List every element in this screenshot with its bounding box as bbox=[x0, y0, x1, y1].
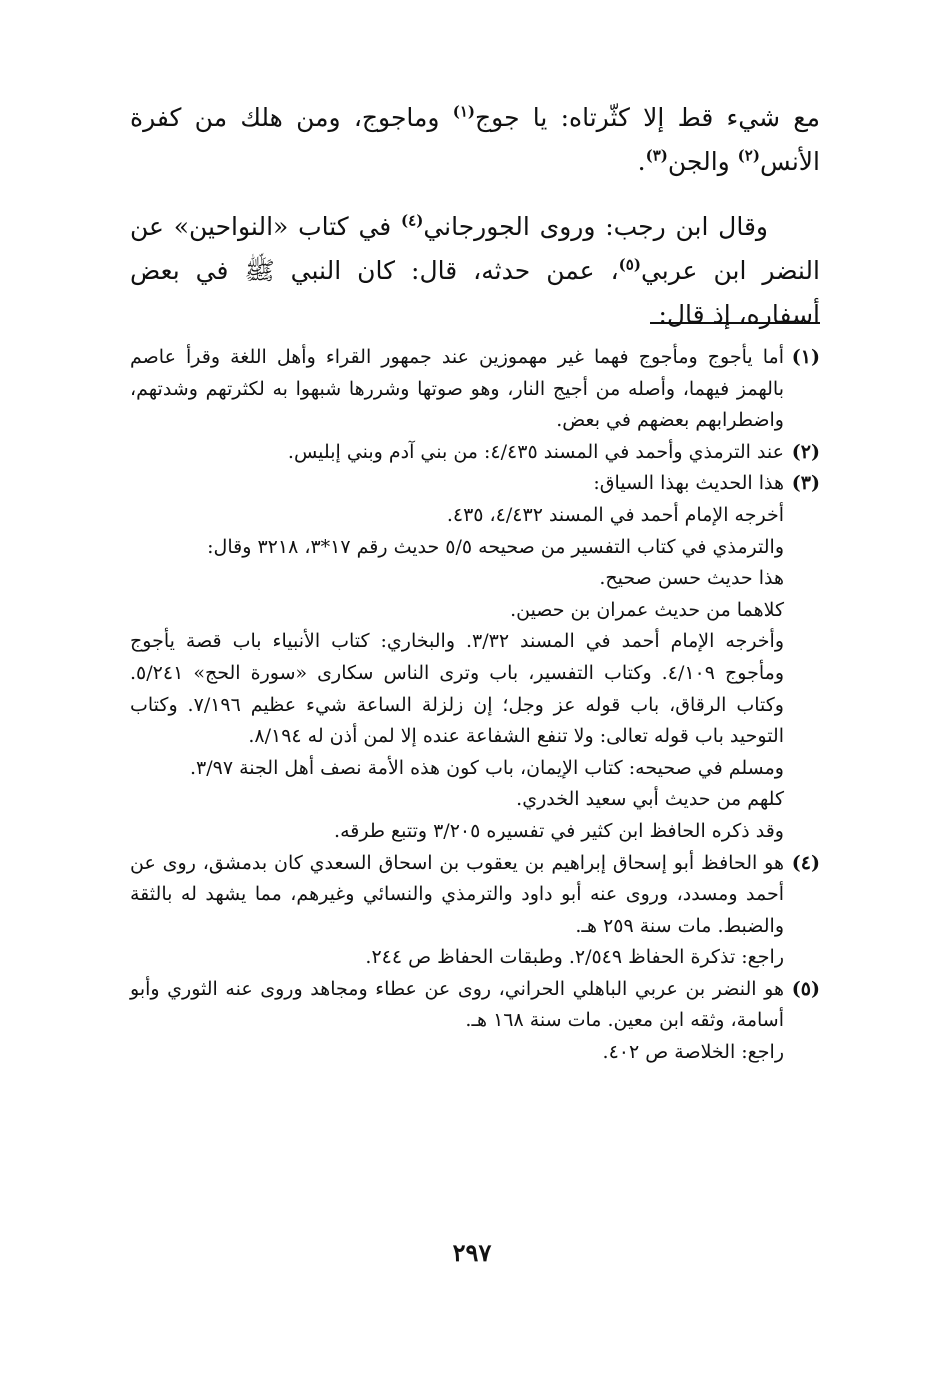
footnote-number: (٢) bbox=[791, 440, 820, 463]
footnote-ref-1[interactable]: (١) bbox=[452, 102, 476, 121]
footnote-text bbox=[130, 468, 784, 847]
footnote-line: كلاهما من حديث عمران بن حصين. bbox=[510, 598, 784, 621]
text-run: وماجوج، ومن هلك من كفرة الأنس bbox=[130, 103, 820, 176]
footnote-2 bbox=[130, 437, 820, 469]
footnote-ref-5[interactable]: (٥) bbox=[618, 255, 641, 274]
footnote-number: (٣) bbox=[791, 472, 820, 495]
footnote-number: (١) bbox=[791, 346, 820, 368]
text-run: في كتاب «النواحين» عن النضر ابن عربي bbox=[130, 212, 820, 285]
text-run: مع شيء قط إلا كثّرتاه: يا جوج bbox=[475, 103, 820, 132]
text-run: . bbox=[637, 147, 646, 176]
text-run: وقال ابن رجب: وروى الجورجاني bbox=[423, 212, 768, 241]
body-paragraph-1 bbox=[130, 96, 820, 184]
footnote-text: عند الترمذي وأحمد في المسند ٤/٤٣٥: من بني آدم وبني إبليس. bbox=[287, 440, 784, 463]
footnote-line: هذا حديث حسن صحيح. bbox=[599, 567, 784, 590]
footnote-line: كلهم من حديث أبي سعيد الخدري. bbox=[516, 788, 784, 811]
footnote-3 bbox=[130, 468, 820, 847]
footnote-line: أخرجه الإمام أحمد في المسند ٤/٤٣٢، ٤٣٥. bbox=[446, 503, 784, 526]
body-paragraph-1-text bbox=[130, 96, 820, 184]
footnote-ref-4[interactable]: (٤) bbox=[401, 211, 424, 230]
footnote-1 bbox=[130, 342, 820, 437]
footnote-line: هو النضر بن عربي الباهلي الحراني، روى عن عطاء ومجاهد وروى عنه الثوري وأبو أسامة، وثقه ابن معين. مات سنة ١٦٨ هـ. bbox=[130, 977, 784, 1032]
footnote-ref-2[interactable]: (٢) bbox=[737, 146, 760, 165]
body-paragraph-2-text bbox=[130, 205, 820, 337]
footnote-text bbox=[130, 974, 784, 1069]
footnote-separator bbox=[650, 322, 820, 324]
page-number: ٢٩٧ bbox=[452, 1238, 492, 1267]
footnote-text bbox=[130, 848, 784, 974]
footnote-text: أما يأجوج ومأجوج فهما غير مهموزين عند جمهور القراء وأهل اللغة وقرأ عاصم بالهمز فيهما، وأصله من أجيج النار، وهو صوتها وشررها شبهوا به لكثرتهم وشدتهم، واضطرابهم بعضهم في بعض. bbox=[130, 346, 784, 432]
text-run: والجن bbox=[667, 147, 738, 176]
footnote-number: (٥) bbox=[791, 977, 820, 1000]
footnote-reference: راجع: الخلاصة ص ٤٠٢. bbox=[602, 1041, 784, 1064]
text-run: ، عمن حدثه، قال: كان النبي ﷺ في بعض أسفاره، إذ قال: bbox=[130, 256, 820, 329]
footnote-line: والترمذي في كتاب التفسير من صحيحه ٥/٥ حديث رقم ١٧*٣، ٣٢١٨ وقال: bbox=[207, 535, 784, 558]
body-paragraph-2 bbox=[130, 205, 820, 337]
footnote-line: ومسلم في صحيحه: كتاب الإيمان، باب كون هذه الأمة نصف أهل الجنة ٣/٩٧. bbox=[190, 756, 784, 779]
footnote-line: هذا الحديث بهذا السياق: bbox=[593, 472, 784, 495]
footnote-line: هو الحافظ أبو إسحاق إبراهيم بن يعقوب بن اسحاق السعدي كان بدمشق، روى عن أحمد ومسدد، وروى عنه أبو داود والترمذي والنسائي وغيرهم، مما يشهد له بالثقة والضبط. مات سنة ٢٥٩ هـ. bbox=[130, 851, 784, 937]
footnotes-section bbox=[130, 342, 820, 1069]
footnote-4 bbox=[130, 848, 820, 974]
footnote-line: وأخرجه الإمام أحمد في المسند ٣/٣٢. والبخاري: كتاب الأنبياء باب قصة يأجوج ومأجوج ٤/١٠٩. وكتاب التفسير، باب وترى الناس سكارى «سورة الحج» ٥/٢٤١. وكتاب الرقاق، باب قوله عز وجل؛ إن زلزلة الساعة شيء عظيم ٧/١٩٦. وكتاب التوحيد باب قوله تعالى: ولا تنفع الشفاعة عنده إلا لمن أذن له ٨/١٩٤. bbox=[130, 630, 785, 748]
footnote-reference: راجع: تذكرة الحفاظ ٢/٥٤٩. وطبقات الحفاظ ص ٢٤٤. bbox=[365, 946, 784, 969]
footnote-5 bbox=[130, 974, 820, 1069]
footnote-ref-3[interactable]: (٣) bbox=[645, 146, 668, 165]
footnote-line: وقد ذكره الحافظ ابن كثير في تفسيره ٣/٢٠٥ وتتبع طرقه. bbox=[334, 819, 784, 842]
footnote-number: (٤) bbox=[791, 851, 820, 874]
